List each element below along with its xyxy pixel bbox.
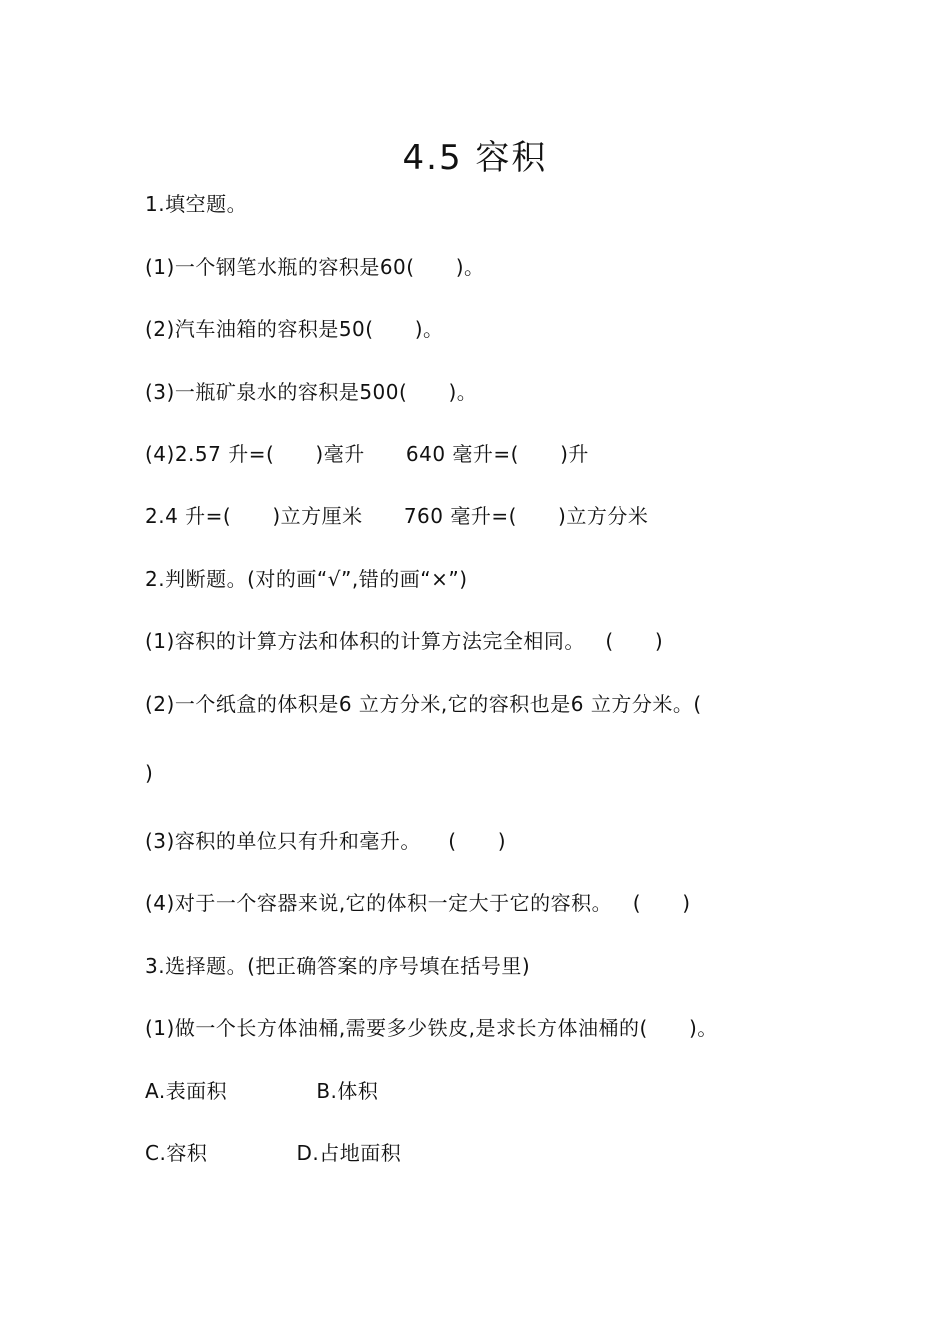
question-2-4: (4)对于一个容器来说,它的体积一定大于它的容积。 ( ): [145, 891, 691, 915]
question-1-2: (2)汽车油箱的容积是50( )。: [145, 317, 444, 341]
question-1-3: (3)一瓶矿泉水的容积是500( )。: [145, 380, 478, 404]
options-a-b: A.表面积 B.体积: [145, 1079, 379, 1103]
question-1-1: (1)一个钢笔水瓶的容积是60( )。: [145, 255, 485, 279]
page-title: 4.5 容积: [402, 138, 548, 178]
section-2-heading: 2.判断题。(对的画“√”,错的画“×”): [145, 567, 468, 591]
question-2-2-wrap: ): [145, 761, 154, 785]
question-1-4-continued: 2.4 升=( )立方厘米 760 毫升=( )立方分米: [145, 504, 649, 528]
question-3-1: (1)做一个长方体油桶,需要多少铁皮,是求长方体油桶的( )。: [145, 1016, 718, 1040]
question-2-3: (3)容积的单位只有升和毫升。 ( ): [145, 829, 507, 853]
options-c-d: C.容积 D.占地面积: [145, 1141, 402, 1165]
section-1-heading: 1.填空题。: [145, 192, 248, 216]
question-2-1: (1)容积的计算方法和体积的计算方法完全相同。 ( ): [145, 629, 664, 653]
question-1-4: (4)2.57 升=( )毫升 640 毫升=( )升: [145, 442, 589, 466]
section-3-heading: 3.选择题。(把正确答案的序号填在括号里): [145, 954, 531, 978]
question-2-2: (2)一个纸盒的体积是6 立方分米,它的容积也是6 立方分米。(: [145, 692, 702, 716]
